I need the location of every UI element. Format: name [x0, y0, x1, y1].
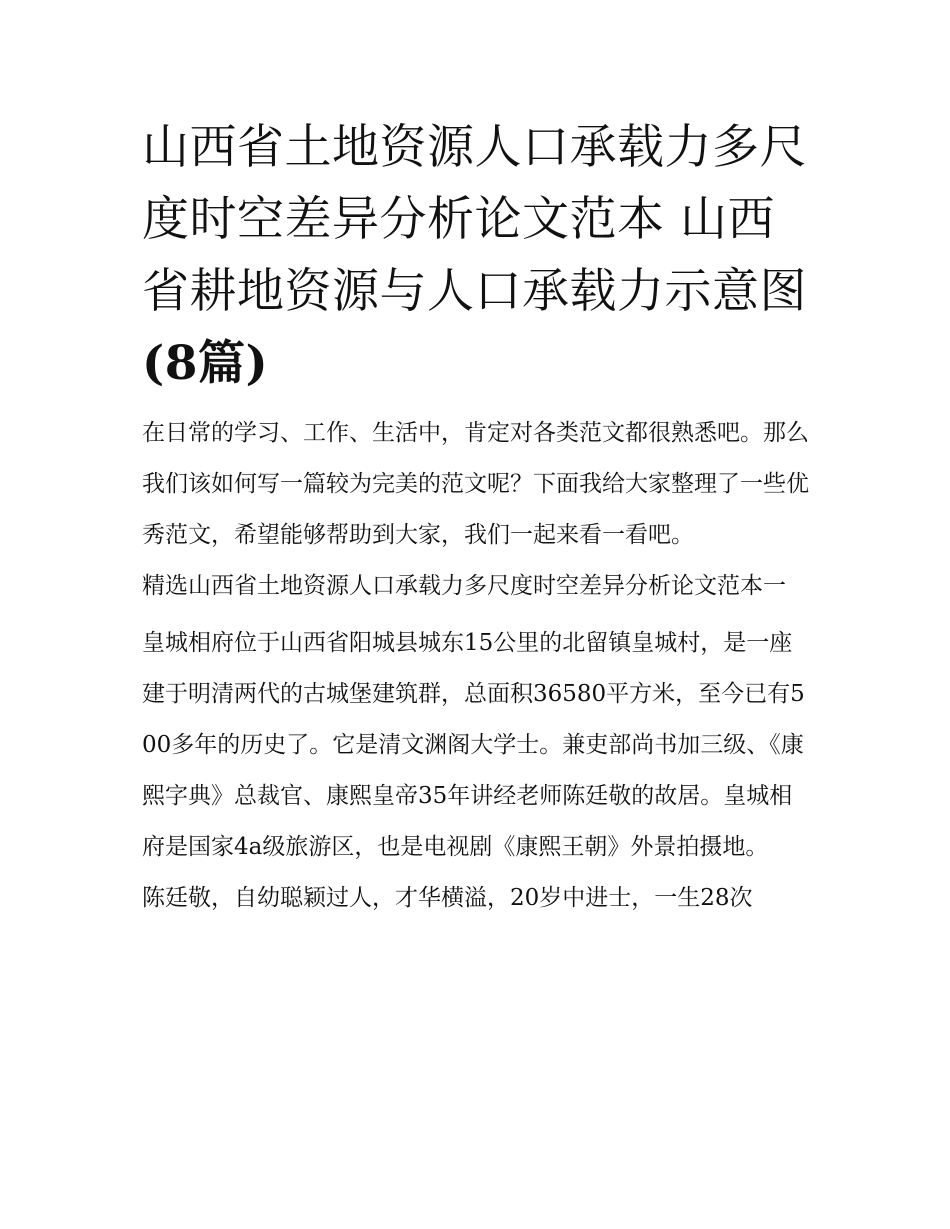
body-paragraph-2: 陈廷敬，自幼聪颖过人，才华横溢，20岁中进士，一生28次: [142, 885, 753, 911]
document-title-main: 山西省土地资源人口承载力多尺度时空差异分析论文范本 山西省耕地资源与人口承载力示意图: [142, 120, 807, 319]
intro-paragraph: 在日常的学习、工作、生活中，肯定对各类范文都很熟悉吧。那么我们该如何写一篇较为完美的范文呢？下面我给大家整理了一些优秀范文，希望能够帮助到大家，我们一起来看一看吧。: [142, 420, 809, 548]
document-page: [142, 112, 814, 924]
document-title-count: (8篇): [142, 336, 269, 391]
document-title: [142, 112, 814, 400]
body-paragraph-1: 皇城相府位于山西省阳城县城东15公里的北留镇皇城村，是一座建于明清两代的古城堡建筑群，总面积36580平方米，至今已有500多年的历史了。它是清文渊阁大学士。兼吏部尚书加三级、《康熙字典》总裁官、康熙皇帝35年讲经老师陈廷敬的故居。皇城相府是国家4a级旅游区，也是电视剧《康熙王朝》外景拍摄地。: [142, 630, 805, 860]
section-heading: 精选山西省土地资源人口承载力多尺度时空差异分析论文范本一: [142, 573, 786, 599]
